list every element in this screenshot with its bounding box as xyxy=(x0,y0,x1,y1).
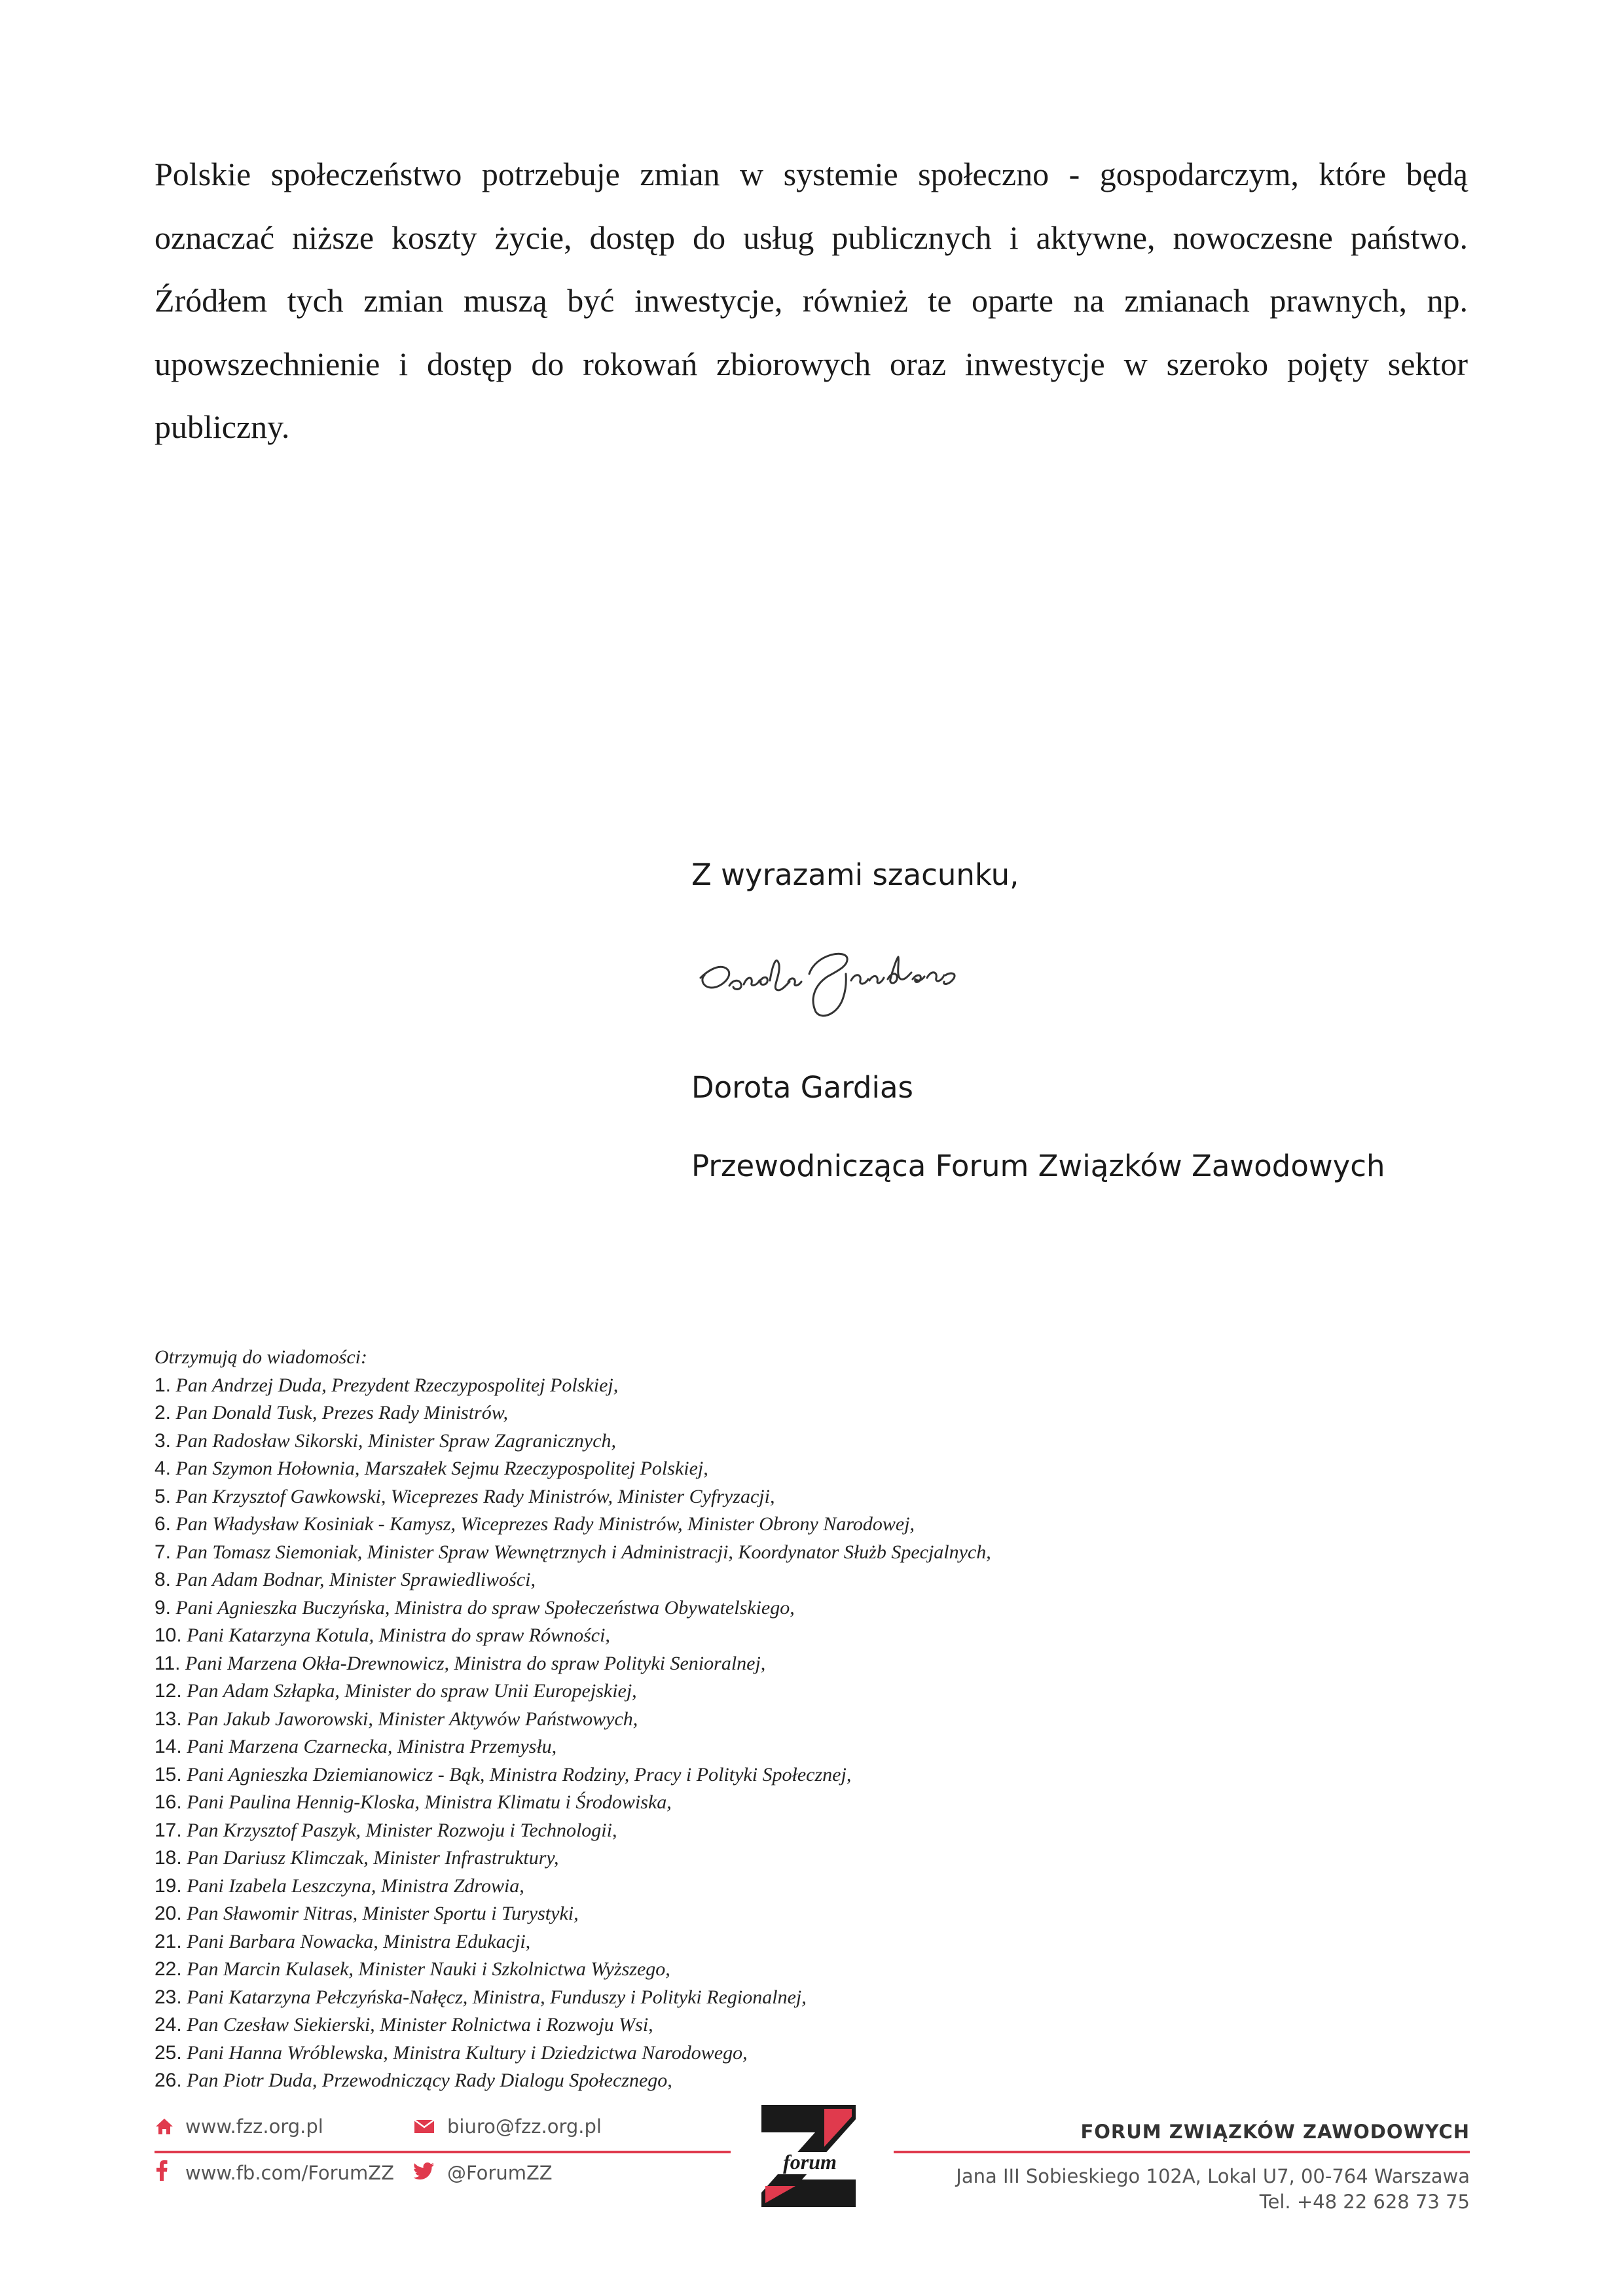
recipient-number: 24. xyxy=(155,2014,182,2036)
recipient-item xyxy=(155,1650,991,1678)
distribution-header: Otrzymują do wiadomości: xyxy=(155,1346,367,1368)
recipient-number: 6. xyxy=(155,1513,172,1535)
website-link[interactable]: www.fzz.org.pl xyxy=(185,2115,323,2138)
recipient-list xyxy=(155,1372,991,2095)
recipient-item xyxy=(155,1677,991,1706)
recipient-item xyxy=(155,1928,991,1956)
org-address: Jana III Sobieskiego 102A, Lokal U7, 00-764 Warszawa xyxy=(956,2165,1470,2187)
signer-title: Przewodnicząca Forum Związków Zawodowych xyxy=(691,1149,1385,1183)
recipient-item xyxy=(155,1566,991,1594)
twitter-icon xyxy=(414,2162,435,2179)
recipient-number: 12. xyxy=(155,1680,182,1702)
recipient-text: Pani Katarzyna Kotula, Ministra do spraw Równości, xyxy=(187,1624,610,1646)
mail-icon xyxy=(414,2119,435,2134)
recipient-item xyxy=(155,2067,991,2095)
recipient-item xyxy=(155,1984,991,2012)
recipient-number: 9. xyxy=(155,1596,172,1619)
recipient-item xyxy=(155,1594,991,1623)
twitter-link[interactable]: @ForumZZ xyxy=(447,2162,553,2184)
recipient-number: 17. xyxy=(155,1819,182,1841)
recipient-text: Pan Władysław Kosiniak - Kamysz, Wiceprezes Rady Ministrów, Minister Obrony Narodowej, xyxy=(175,1513,915,1535)
signature xyxy=(691,935,1032,1023)
closing-phrase: Z wyrazami szacunku, xyxy=(691,857,1019,892)
recipient-item xyxy=(155,1427,991,1456)
recipient-number: 4. xyxy=(155,1458,172,1479)
recipient-item xyxy=(155,1789,991,1817)
recipient-number: 1. xyxy=(155,1374,172,1396)
signer-name: Dorota Gardias xyxy=(691,1070,913,1105)
footer xyxy=(0,2094,1623,2291)
recipient-text: Pan Dariusz Klimczak, Minister Infrastruktury, xyxy=(187,1847,559,1869)
recipient-item xyxy=(155,1399,991,1427)
recipient-number: 13. xyxy=(155,1708,182,1730)
recipient-number: 10. xyxy=(155,1624,182,1646)
recipient-number: 16. xyxy=(155,1791,182,1813)
recipient-number: 5. xyxy=(155,1485,172,1507)
logo-text: forum xyxy=(783,2150,837,2174)
recipient-item xyxy=(155,1733,991,1761)
recipient-item xyxy=(155,1956,991,1984)
recipient-number: 8. xyxy=(155,1569,172,1590)
recipient-number: 14. xyxy=(155,1736,182,1757)
recipient-text: Pan Andrzej Duda, Prezydent Rzeczypospolitej Polskiej, xyxy=(175,1374,619,1396)
recipient-text: Pan Adam Szłapka, Minister do spraw Unii Europejskiej, xyxy=(187,1680,637,1702)
recipient-number: 18. xyxy=(155,1847,182,1869)
recipient-item xyxy=(155,1761,991,1789)
recipient-text: Pan Krzysztof Gawkowski, Wiceprezes Rady Ministrów, Minister Cyfryzacji, xyxy=(175,1485,775,1507)
recipient-text: Pani Agnieszka Dziemianowicz - Bąk, Ministra Rodziny, Pracy i Polityki Społecznej, xyxy=(187,1763,852,1785)
recipient-number: 15. xyxy=(155,1763,182,1785)
recipient-number: 19. xyxy=(155,1874,182,1897)
recipient-number: 2. xyxy=(155,1402,172,1424)
recipient-text: Pan Sławomir Nitras, Minister Sportu i Turystyki, xyxy=(187,1903,579,1924)
recipient-text: Pan Donald Tusk, Prezes Rady Ministrów, xyxy=(175,1402,509,1424)
footer-line-left xyxy=(155,2151,731,2153)
recipient-text: Pan Jakub Jaworowski, Minister Aktywów Państwowych, xyxy=(187,1708,638,1730)
recipient-text: Pani Hanna Wróblewska, Ministra Kultury i Dziedzictwa Narodowego, xyxy=(187,2041,748,2064)
recipient-item xyxy=(155,2011,991,2039)
recipient-number: 20. xyxy=(155,1903,182,1924)
recipient-number: 23. xyxy=(155,1986,182,2008)
recipient-text: Pani Agnieszka Buczyńska, Ministra do spraw Społeczeństwa Obywatelskiego, xyxy=(175,1596,795,1619)
recipient-item xyxy=(155,1483,991,1511)
recipient-item xyxy=(155,1372,991,1400)
facebook-link[interactable]: www.fb.com/ForumZZ xyxy=(185,2162,394,2184)
recipient-text: Pani Marzena Okła-Drewnowicz, Ministra do spraw Polityki Senioralnej, xyxy=(185,1652,766,1674)
home-icon xyxy=(155,2117,174,2136)
recipient-number: 11. xyxy=(155,1652,181,1674)
org-name: FORUM ZWIĄZKÓW ZAWODOWYCH xyxy=(1080,2121,1470,2143)
recipient-item xyxy=(155,1622,991,1650)
recipient-text: Pan Radosław Sikorski, Minister Spraw Zagranicznych, xyxy=(175,1429,617,1452)
fzz-logo xyxy=(756,2102,861,2210)
recipient-text: Pan Adam Bodnar, Minister Sprawiedliwości, xyxy=(175,1569,536,1590)
recipient-item xyxy=(155,1873,991,1901)
recipient-number: 21. xyxy=(155,1930,182,1952)
recipient-number: 26. xyxy=(155,2070,182,2091)
recipient-item xyxy=(155,1539,991,1567)
email-link[interactable]: biuro@fzz.org.pl xyxy=(447,2115,602,2138)
recipient-text: Pan Tomasz Siemoniak, Minister Spraw Wewnętrznych i Administracji, Koordynator Służb Specjalnych, xyxy=(175,1541,991,1563)
recipient-number: 3. xyxy=(155,1429,172,1452)
recipient-text: Pani Paulina Hennig-Kloska, Ministra Klimatu i Środowiska, xyxy=(187,1791,672,1813)
recipient-item xyxy=(155,1706,991,1734)
distribution-list xyxy=(155,1344,991,2095)
recipient-number: 22. xyxy=(155,1958,182,1980)
recipient-item xyxy=(155,2039,991,2068)
recipient-item xyxy=(155,1844,991,1873)
recipient-item xyxy=(155,1455,991,1483)
recipient-text: Pan Marcin Kulasek, Minister Nauki i Szkolnictwa Wyższego, xyxy=(187,1958,670,1980)
facebook-icon xyxy=(156,2160,168,2181)
recipient-text: Pani Barbara Nowacka, Ministra Edukacji, xyxy=(187,1930,531,1952)
footer-line-right xyxy=(894,2151,1470,2153)
recipient-item xyxy=(155,1511,991,1539)
recipient-text: Pani Marzena Czarnecka, Ministra Przemysłu, xyxy=(187,1736,557,1757)
recipient-text: Pan Szymon Hołownia, Marszałek Sejmu Rzeczypospolitej Polskiej, xyxy=(175,1458,708,1479)
recipient-item xyxy=(155,1817,991,1845)
recipient-text: Pan Krzysztof Paszyk, Minister Rozwoju i Technologii, xyxy=(187,1819,617,1841)
recipient-item xyxy=(155,1900,991,1928)
org-phone: Tel. +48 22 628 73 75 xyxy=(1259,2191,1470,2213)
letter-body xyxy=(155,143,1468,459)
recipient-text: Pani Izabela Leszczyna, Ministra Zdrowia, xyxy=(187,1874,524,1897)
recipient-text: Pan Piotr Duda, Przewodniczący Rady Dialogu Społecznego, xyxy=(187,2070,672,2091)
body-paragraph: Polskie społeczeństwo potrzebuje zmian w systemie społeczno - gospodarczym, które będą oznaczać niższe koszty życie, dostęp do usług publicznych i aktywne, nowoczesne państwo. Źródłem tych zmian muszą być inwestycje, również te oparte na zmianach prawnych, np. upowszechnienie i dostęp do rokowań zbiorowych oraz inwestycje w szeroko pojęty sektor publiczny. xyxy=(155,156,1468,445)
recipient-text: Pan Czesław Siekierski, Minister Rolnictwa i Rozwoju Wsi, xyxy=(187,2014,653,2036)
recipient-number: 7. xyxy=(155,1541,172,1563)
recipient-number: 25. xyxy=(155,2041,182,2064)
recipient-text: Pani Katarzyna Pełczyńska-Nałęcz, Ministra, Funduszy i Polityki Regionalnej, xyxy=(187,1986,807,2008)
